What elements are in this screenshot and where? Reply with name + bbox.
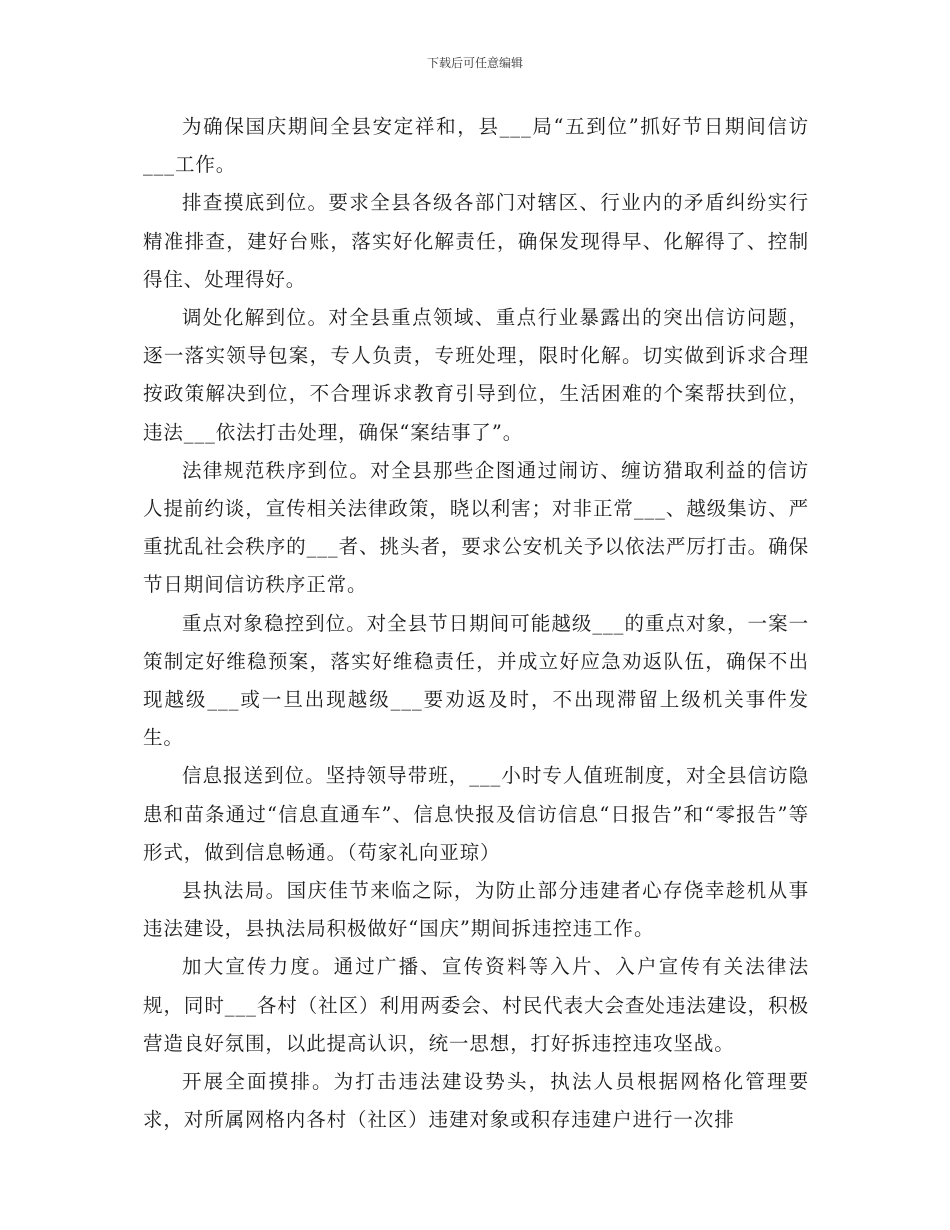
paragraph-info-reporting: 信息报送到位。坚持领导带班，___小时专人值班制度，对全县信访隐患和苗条通过“信息直通车”、信息快报及信访信息“日报告”和“零报告”等形式，做到信息畅通。（苟家礼向亚琼） [143,764,809,864]
paragraph-intro: 为确保国庆期间全县安定祥和，县___局“五到位”抓好节日期间信访___工作。 [143,115,809,177]
page-header: 下载后可任意编辑 [426,56,523,70]
paragraph-key-targets: 重点对象稳控到位。对全县节日期间可能越级___的重点对象，一案一策制定好维稳预案，落实好维稳责任，并成立好应急劝返队伍，确保不出现越级___或一旦出现越级___要劝返及时，不出现滞留上级机关事件发生。 [143,611,809,750]
paragraph-law-enforcement-bureau: 县执法局。国庆佳节来临之际，为防止部分违建者心存侥幸趁机从事违法建设，县执法局积极做好“国庆”期间拆违控违工作。 [143,879,809,941]
paragraph-investigation: 排查摸底到位。要求全县各级各部门对辖区、行业内的矛盾纠纷实行精准排查，建好台账，落实好化解责任，确保发现得早、化解得了、控制得住、处理得好。 [143,191,809,291]
paragraph-publicity: 加大宣传力度。通过广播、宣传资料等入片、入户宣传有关法律法规，同时___各村（社区）利用两委会、村民代表大会查处违法建设，积极营造良好氛围，以此提高认识，统一思想，打好拆违控违攻坚战。 [143,955,809,1055]
document-body [143,108,809,1139]
paragraph-survey: 开展全面摸排。为打击违法建设势头，执法人员根据网格化管理要求，对所属网格内各村（社区）违建对象或积存违建户进行一次排 [143,1070,809,1132]
paragraph-legal-order: 法律规范秩序到位。对全县那些企图通过闹访、缠访猎取利益的信访人提前约谈，宣传相关法律政策，晓以利害；对非正常___、越级集访、严重扰乱社会秩序的___者、挑头者，要求公安机关予以依法严厉打击。确保节日期间信访秩序正常。 [143,458,809,597]
paragraph-mediation: 调处化解到位。对全县重点领域、重点行业暴露出的突出信访问题，逐一落实领导包案，专人负责，专班处理，限时化解。切实做到诉求合理按政策解决到位，不合理诉求教育引导到位，生活困难的个案帮扶到位，违法___依法打击处理，确保“案结事了”。 [143,306,809,444]
